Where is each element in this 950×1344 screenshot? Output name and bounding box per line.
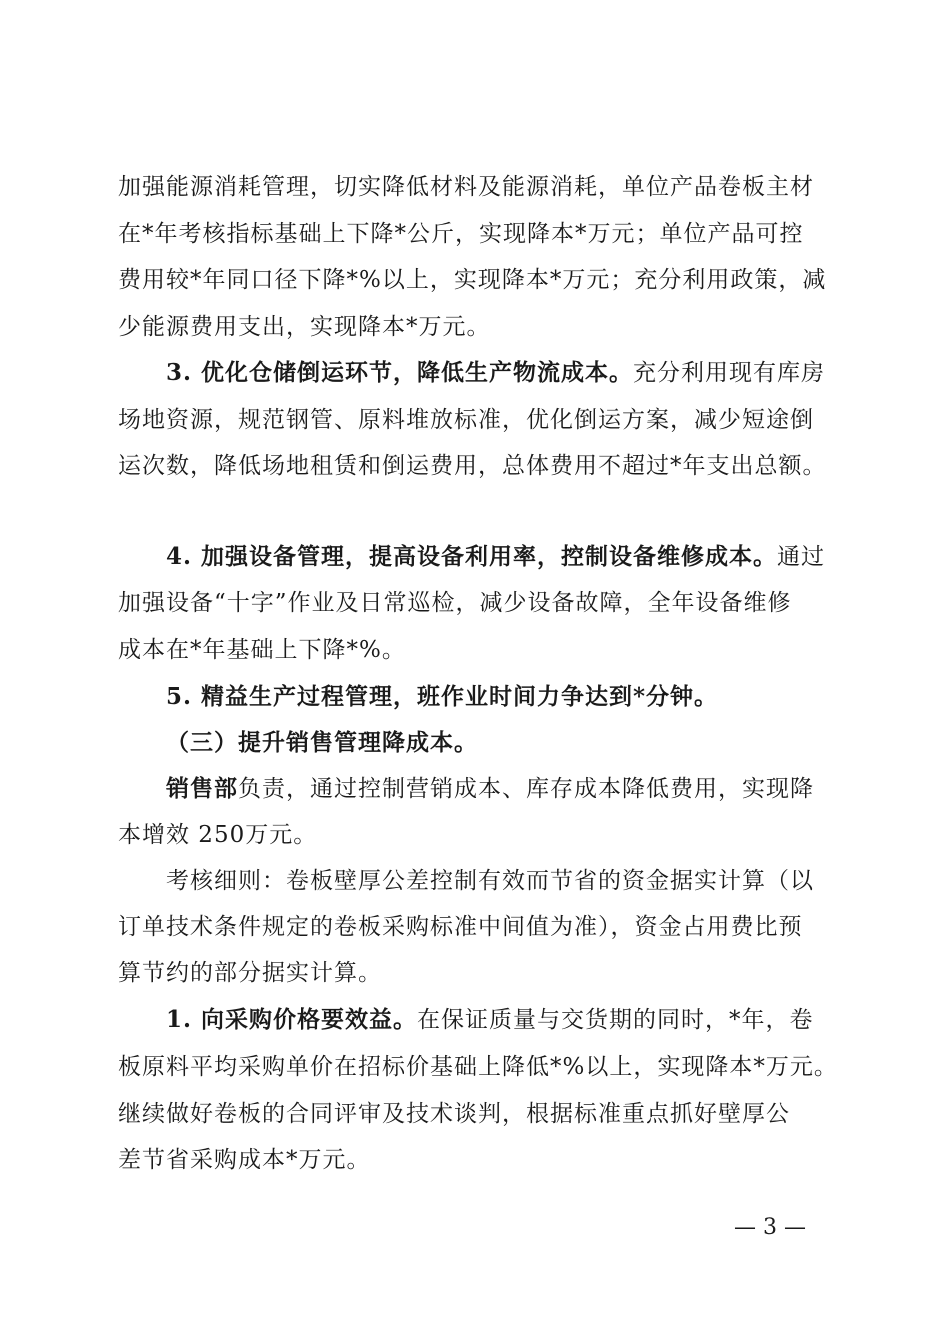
item-1-title: 1. 向采购价格要效益。 xyxy=(166,1006,418,1033)
body-text-line: 本增效 250万元。 xyxy=(118,822,318,848)
paragraph-4-title: 4. 加强设备管理，提高设备利用率，控制设备维修成本。 xyxy=(166,543,778,570)
body-text-line: 算节约的部分据实计算。 xyxy=(118,960,382,986)
sales-paragraph-text: 负责，通过控制营销成本、库存成本降低费用，实现降 xyxy=(238,776,814,802)
body-text-line: 加强能源消耗管理，切实降低材料及能源消耗，单位产品卷板主材 xyxy=(118,174,814,200)
body-text-line: 成本在*年基础上下降*%。 xyxy=(118,637,406,663)
body-text-line: 板原料平均采购单价在招标价基础上降低*%以上，实现降本*万元。 xyxy=(118,1054,838,1080)
item-1-text: 在保证质量与交货期的同时，*年，卷 xyxy=(417,1007,814,1033)
assessment-rules-line: 考核细则：卷板壁厚公差控制有效而节省的资金据实计算（以 xyxy=(166,868,814,894)
sales-paragraph-first-line xyxy=(166,774,814,804)
paragraph-4-first-line xyxy=(166,542,825,572)
item-1-first-line xyxy=(166,1005,814,1035)
paragraph-5-title: 5. 精益生产过程管理，班作业时间力争达到*分钟。 xyxy=(166,683,719,710)
paragraph-4-text: 通过 xyxy=(777,544,826,570)
body-text-line: 场地资源，规范钢管、原料堆放标准，优化倒运方案，减少短途倒 xyxy=(118,407,814,433)
paragraph-3-first-line xyxy=(166,358,825,388)
department-name: 销售部 xyxy=(166,775,238,802)
paragraph-3-title: 3. 优化仓储倒运环节，降低生产物流成本。 xyxy=(166,359,634,386)
section-heading: （三）提升销售管理降成本。 xyxy=(166,730,478,756)
body-text-line: 继续做好卷板的合同评审及技术谈判，根据标准重点抓好壁厚公 xyxy=(118,1101,790,1127)
body-text-line: 在*年考核指标基础上下降*公斤，实现降本*万元；单位产品可控 xyxy=(118,221,804,247)
body-text-line: 差节省采购成本*万元。 xyxy=(118,1147,371,1173)
paragraph-3-text: 充分利用现有库房 xyxy=(633,360,826,386)
body-text-line: 少能源费用支出，实现降本*万元。 xyxy=(118,314,491,340)
page-number: — 3 — xyxy=(734,1215,806,1240)
body-text-line: 订单技术条件规定的卷板采购标准中间值为准），资金占用费比预 xyxy=(118,914,803,940)
body-text-line: 运次数，降低场地租赁和倒运费用，总体费用不超过*年支出总额。 xyxy=(118,453,827,479)
body-text-line: 费用较*年同口径下降*%以上，实现降本*万元；充分利用政策，减 xyxy=(118,267,827,293)
body-text-line: 加强设备“十字”作业及日常巡检，减少设备故障，全年设备维修 xyxy=(118,590,792,616)
